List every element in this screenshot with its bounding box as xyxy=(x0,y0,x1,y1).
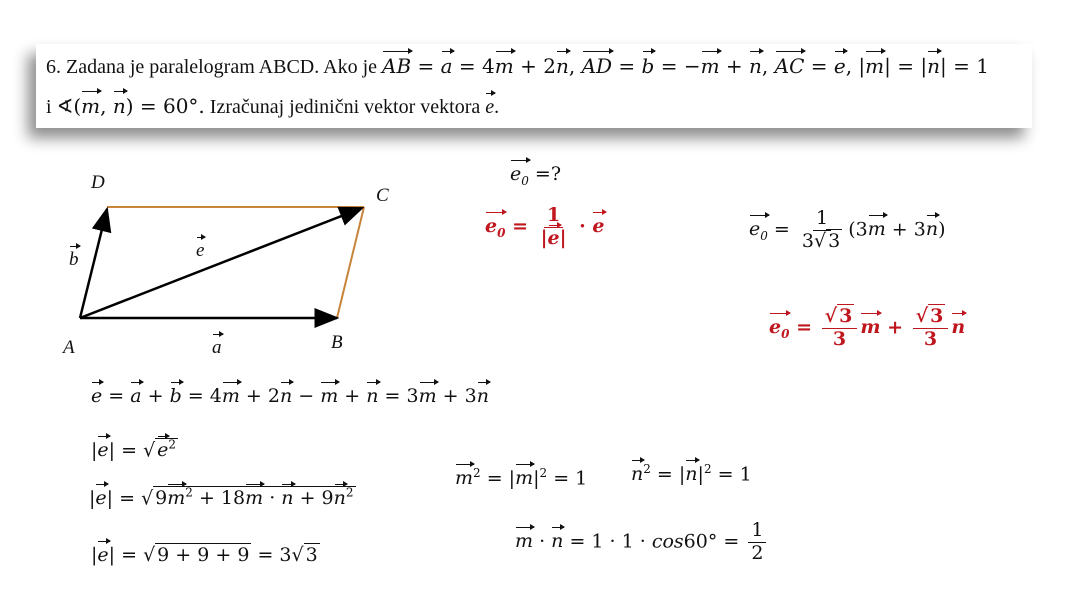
edge-cb xyxy=(337,207,364,318)
problem-line2-text: Izračunaj jedinični vektor vektora e. xyxy=(204,96,500,118)
norm-step-3: |e| = √ 9 + 9 + 9 = 3√ 3 xyxy=(91,544,318,566)
vector-b-label: b xyxy=(69,249,79,270)
point-c-label: C xyxy=(376,185,389,206)
e-sum-equation: e = a + b = 4m + 2n − m + n = 3m + 3n xyxy=(91,385,489,407)
point-d-label: D xyxy=(91,172,105,193)
vector-e-label: e xyxy=(196,240,205,261)
problem-line2-math: ∢(m, n) = 60°. xyxy=(56,94,205,118)
vector-a-label: a xyxy=(212,337,222,358)
point-b-label: B xyxy=(331,332,343,353)
norm-step-2: |e| = √ $9m^2 + 18m \cdot n + 9n^2$ xyxy=(89,486,354,510)
e0-final-result: $e_0$ = $\frac{√ 3}{3}$ m + $\frac{√ 3}{3}$ n xyxy=(769,305,966,350)
n-squared: $n^2 = |n|^2 = 1$ xyxy=(631,462,752,486)
formula-unit-vector: $e_0$ = $\frac{1}{|e|}$ · e xyxy=(485,204,605,249)
problem-line2-prefix: i xyxy=(46,96,57,118)
vector-e-arrow xyxy=(80,208,362,318)
e0-expression: $e_0$ = $\frac{1}{3√ 3}$ (3m + 3n) xyxy=(749,207,946,252)
question-e0: $e_0$ =? xyxy=(510,163,562,188)
point-a-label: A xyxy=(63,337,75,358)
problem-intro: 6. Zadana je paralelogram ABCD. Ako je xyxy=(46,56,383,78)
vector-b-arrow xyxy=(80,209,107,318)
problem-line1-math: AB = a = 4m + 2n, AD = b = −m + n, AC = e, |m| = |n| = 1 xyxy=(382,54,989,78)
m-squared: $m^2 = |m|^2 = 1$ xyxy=(455,466,588,490)
dot-product-mn: m · n = 1 · 1 · cos60° = $\frac{1}{2}$ xyxy=(515,520,769,565)
norm-step-1: |e| = √ $e^2$ xyxy=(91,438,177,462)
